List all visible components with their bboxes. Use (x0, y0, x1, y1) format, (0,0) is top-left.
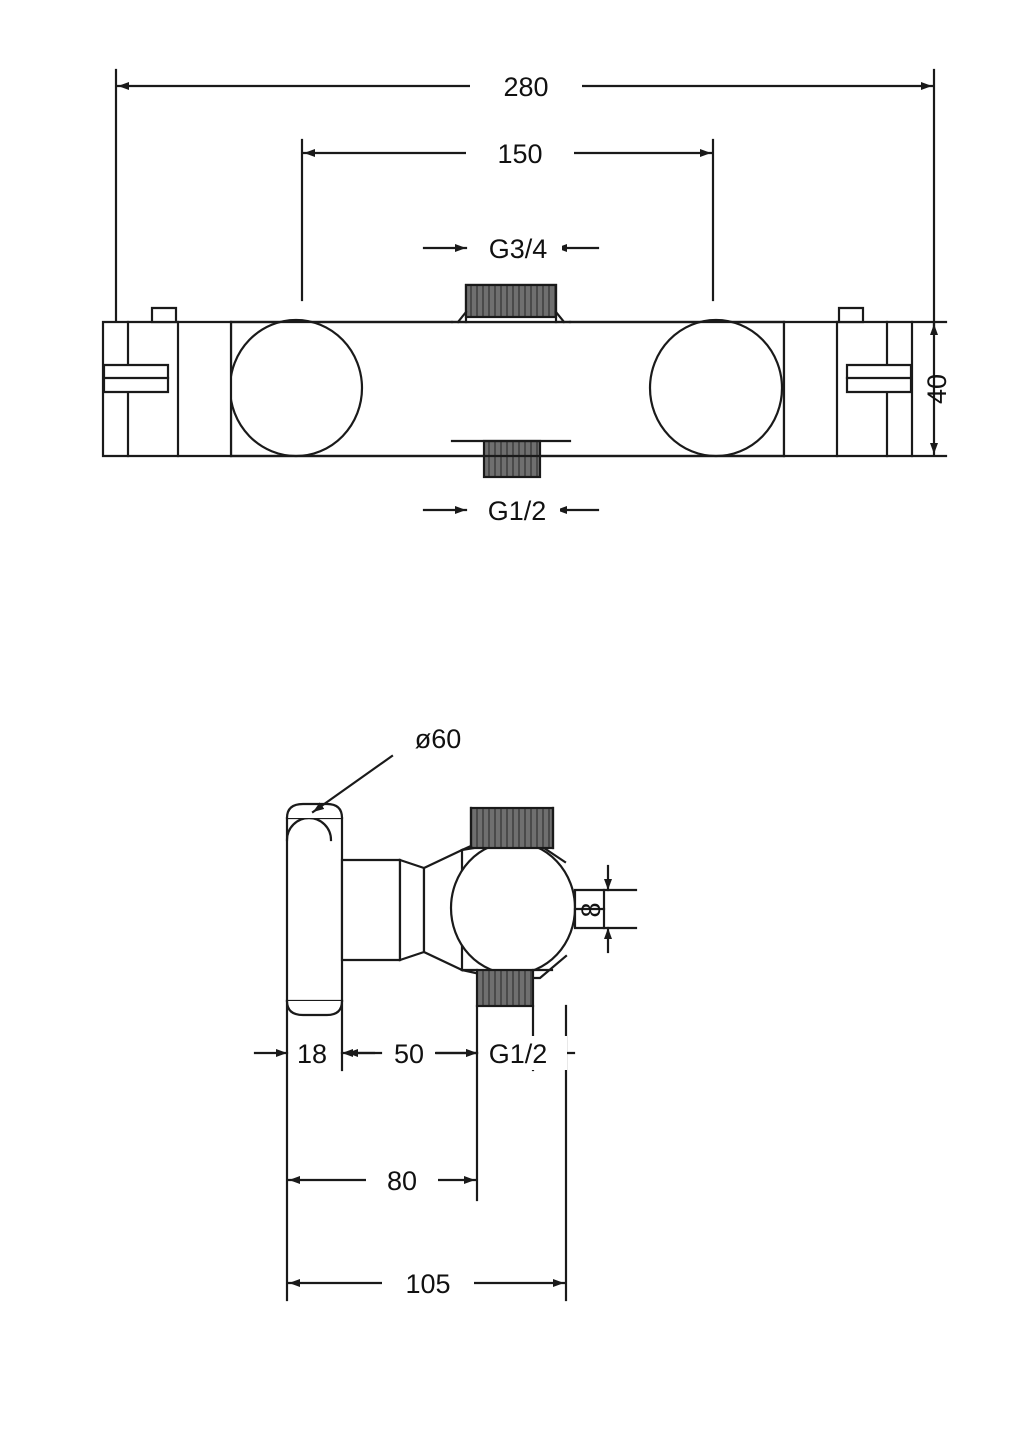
dim-body-depth: 50 (393, 1039, 425, 1069)
dim-wall-plate-depth: 18 (296, 1039, 328, 1069)
front-view-geometry (103, 70, 934, 477)
dim-body-height: 40 (922, 373, 952, 405)
dim-handle-diameter: ø60 (414, 724, 462, 754)
dimension-labels (297, 68, 952, 1301)
dim-depth-to-outlet: 80 (386, 1166, 418, 1196)
dim-total-depth: 105 (405, 1269, 451, 1299)
dim-overall-width: 280 (503, 72, 549, 102)
dim-center-distance: 150 (497, 139, 543, 169)
dim-top-outlet-thread: G3/4 (488, 234, 548, 264)
dim-bottom-outlet-thread: G1/2 (487, 496, 547, 526)
dim-outlet-thread-side: G1/2 (488, 1039, 548, 1069)
dim-outlet-offset: 8 (576, 902, 606, 918)
